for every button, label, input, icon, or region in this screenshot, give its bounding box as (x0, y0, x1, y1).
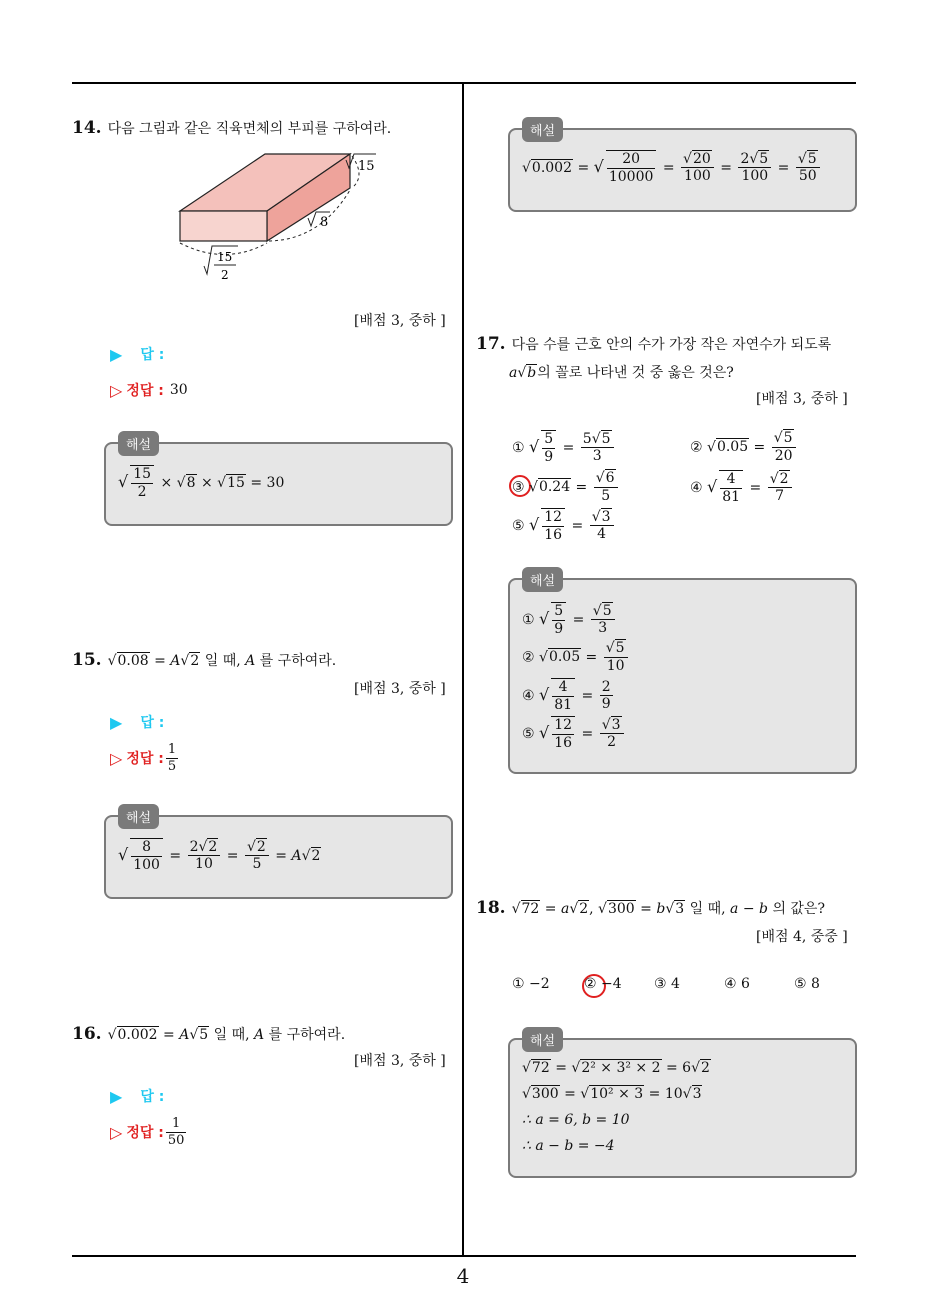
result: = 6 (665, 1060, 692, 1076)
radicand: 2 (579, 901, 589, 917)
equation-part: = A (275, 847, 302, 864)
question-text: 의 값은? (772, 901, 825, 917)
question-number: 15. (72, 650, 102, 670)
play-icon: ▶ (110, 344, 123, 364)
fraction-denominator: 4 (597, 526, 607, 543)
fraction-numerator: 2 (601, 678, 611, 695)
explanation-line-2: √300 = √10² × 3 = 10√3 (522, 1086, 702, 1102)
question-number: 16. (72, 1024, 102, 1044)
cuboid-figure (170, 148, 390, 288)
explanation-math: √ $\frac{8}{100}$ = $\frac{2√2}{10}$ = $\frac{√2}{5}$ = A√2 (118, 838, 321, 873)
radicand: 0.05 (716, 439, 749, 456)
points-label: [배점 3, 중하 ] (354, 1053, 446, 1069)
radicand: 2 (701, 1060, 710, 1076)
choice-5[interactable]: ⑤ 8 (794, 976, 820, 992)
choice-marker: ② (522, 649, 535, 666)
radicand: 72 (521, 901, 540, 917)
question-text: 일 때, (204, 653, 241, 669)
fraction-denominator: 5 (252, 856, 262, 873)
radicand: 5 (602, 602, 612, 619)
variable: A (254, 1027, 265, 1043)
fraction-denominator: 5 (167, 758, 177, 774)
explanation-line-3: ④ √ $\frac{4}{81}$ = $\frac{2}{9}$ (522, 678, 611, 713)
explanation-box (508, 1038, 857, 1178)
choice-3[interactable]: ③ 4 (654, 976, 680, 992)
coefficient: 5 (582, 430, 592, 447)
radicand: 5 (199, 1027, 209, 1043)
answer-row (110, 712, 164, 732)
points-label: [배점 3, 중하 ] (354, 681, 446, 697)
expression: a − b (730, 901, 768, 917)
fraction-denominator: 50 (798, 168, 817, 185)
choice-marker: ③ (512, 479, 525, 496)
variable: A (245, 653, 256, 669)
result: = 10 (648, 1086, 683, 1102)
correct-label: 정답 : (126, 383, 164, 399)
answer-row (110, 344, 164, 364)
radicand: 300 (531, 1086, 559, 1102)
explanation-line-3: ∴ a = 6, b = 10 (522, 1112, 630, 1128)
explanation-line-1: √72 = √2² × 3² × 2 = 6√2 (522, 1060, 710, 1076)
radicand: 2 (779, 470, 789, 487)
question-text: 를 구하여라. (268, 1027, 346, 1043)
answer-label: 답 : (140, 347, 165, 363)
explanation-line-4: ⑤ √ $\frac{12}{16}$ = $\frac{√3}{2}$ (522, 716, 626, 752)
fraction-denominator: 81 (722, 488, 741, 505)
fraction-numerator: 5 (544, 431, 554, 447)
correct-label: 정답 : (126, 751, 164, 768)
answer-label: 답 : (140, 1089, 165, 1105)
fraction-denominator: 10000 (608, 168, 654, 185)
choice-4[interactable]: ④ √ $\frac{4}{81}$ = $\frac{√2}{7}$ (690, 470, 794, 506)
radicand: 5 (759, 150, 769, 167)
radicand: 15 (227, 474, 245, 491)
correct-answer-row (110, 742, 180, 774)
fraction-numerator: 1 (167, 742, 177, 757)
coefficient: 2 (740, 150, 750, 167)
choice-2[interactable]: ② √0.05 = $\frac{√5}{20}$ (690, 430, 798, 465)
radicand: 0.24 (538, 479, 571, 496)
fraction-denominator: 2 (607, 734, 617, 751)
correct-answer-row (110, 380, 188, 400)
equation-part: = b (640, 901, 666, 917)
question-text: 다음 그림과 같은 직육면체의 부피를 구하여라. (107, 121, 392, 137)
explanation-tag: 해설 (118, 804, 159, 829)
fraction-denominator: 7 (775, 488, 785, 505)
radicand: 5 (807, 150, 817, 167)
radicand: 8 (186, 474, 196, 491)
fraction-numerator: 20 (607, 151, 656, 169)
top-rule (72, 82, 856, 84)
explanation-line-4: ∴ a − b = −4 (522, 1138, 615, 1154)
bottom-rule (72, 1255, 856, 1257)
question-text: 일 때, (689, 901, 726, 917)
choice-5[interactable]: ⑤ √ $\frac{12}{16}$ = $\frac{√3}{4}$ (512, 508, 616, 544)
fraction-denominator: 100 (684, 168, 711, 185)
radicand: 300 (607, 901, 635, 917)
choice-1[interactable]: ① √ $\frac{5}{9}$ = $\frac{5√5}{3}$ (512, 430, 616, 466)
radicand: 2 (311, 847, 321, 864)
fraction-denominator: 16 (554, 734, 573, 751)
play-icon: ▶ (110, 712, 123, 732)
fraction-denominator: 100 (741, 168, 769, 185)
correct-value: 30 (169, 382, 188, 398)
radicand: 3 (601, 508, 611, 525)
choice-4[interactable]: ④ 6 (724, 976, 750, 992)
points-label: [배점 3, 중하 ] (354, 313, 446, 329)
width-label-numerator: 15 (217, 250, 233, 264)
fraction-denominator: 100 (133, 856, 160, 873)
radicand: 0.08 (117, 653, 149, 669)
radicand: 3 (692, 1086, 702, 1102)
radicand: 3 (675, 901, 685, 917)
width-label-denominator: 2 (221, 268, 229, 282)
fraction-denominator: 81 (554, 696, 573, 713)
choice-marker: ④ (522, 687, 535, 704)
fraction-denominator: 20 (774, 447, 793, 464)
question-text: 일 때, (213, 1027, 250, 1043)
answer-label: 답 : (140, 715, 165, 731)
fraction-numerator: 4 (720, 471, 742, 489)
choice-3[interactable]: ③ √0.24 = $\frac{√6}{5}$ (512, 470, 620, 505)
explanation-tag: 해설 (522, 117, 563, 142)
choice-marker: ① (522, 611, 535, 628)
fraction-denominator: 16 (544, 526, 563, 543)
explanation-tag: 해설 (522, 567, 563, 592)
explanation-math: √0.002 = √ $\frac{20}{10000}$ = $\frac{√20}{100}$ = $\frac{2√5}{100}$ = $\frac{√5}{50}$ (522, 150, 822, 186)
answer-row (110, 1086, 164, 1106)
radicand: 0.002 (531, 159, 573, 176)
fraction-denominator: 2 (137, 483, 147, 500)
radicand: 0.05 (548, 649, 581, 666)
explanation-math: √ $\frac{15}{2}$ × √8 × √15 = 30 (118, 466, 285, 500)
fraction-denominator: 3 (592, 448, 602, 465)
fraction-numerator: 15 (133, 466, 152, 482)
choice-marker: ① (512, 439, 525, 456)
radicand: 20 (692, 150, 711, 167)
fraction-denominator: 9 (554, 620, 564, 637)
radicand: 3 (611, 716, 621, 733)
radicand: 2² × 3² × 2 (581, 1060, 661, 1076)
triangle-outline-icon: ▷ (110, 748, 123, 768)
fraction-denominator: 9 (601, 696, 611, 713)
equation-part: = A (163, 1027, 190, 1043)
choice-marker: ④ (690, 479, 703, 496)
choice-marker: ⑤ (522, 725, 535, 742)
choice-1[interactable]: ① −2 (512, 976, 550, 992)
question-16: 16. √0.002 = A√5 일 때, A 를 구하여라. (72, 1024, 346, 1044)
radicand: 5 (615, 640, 625, 656)
radicand: 2 (190, 653, 200, 669)
radicand: 2 (208, 838, 218, 855)
fraction-numerator: 1 (166, 1116, 187, 1133)
column-divider (462, 82, 464, 1257)
fraction-denominator: 9 (544, 448, 554, 465)
fraction-denominator: 50 (167, 1132, 185, 1148)
question-text: 를 구하여라. (259, 653, 337, 669)
fraction-numerator: 4 (552, 679, 574, 697)
choice-2[interactable]: ② −4 (584, 976, 622, 992)
question-number: 17. (476, 334, 506, 354)
radicand: 10² × 3 (590, 1086, 644, 1102)
points-label: [배점 3, 중하 ] (756, 391, 848, 407)
page-number: 4 (456, 1264, 470, 1288)
fraction-denominator: 3 (598, 620, 608, 637)
variable: a (509, 365, 518, 381)
result: = 30 (250, 474, 285, 491)
question-number: 18. (476, 898, 506, 918)
fraction-numerator: 12 (544, 509, 563, 525)
choice-marker: ② (690, 439, 703, 456)
fraction-numerator: 12 (554, 717, 573, 733)
question-18: 18. √72 = a√2, √300 = b√3 일 때, a − b 의 값은? (476, 898, 825, 918)
explanation-tag: 해설 (118, 431, 159, 456)
coefficient: 2 (189, 838, 199, 855)
height-label: 15 (358, 159, 375, 174)
radicand: 2 (256, 838, 266, 855)
explanation-line-1: ① √ $\frac{5}{9}$ = $\frac{√5}{3}$ (522, 602, 617, 638)
question-14 (72, 118, 391, 138)
question-text: 다음 수를 근호 안의 수가 가장 작은 자연수가 되도록 (511, 337, 832, 353)
question-17 (476, 334, 831, 354)
explanation-line-2: ② √0.05 = $\frac{√5}{10}$ (522, 640, 630, 675)
radicand: 72 (531, 1060, 550, 1076)
radicand: 5 (601, 430, 611, 447)
equation-part: = a (544, 901, 570, 917)
question-number: 14. (72, 118, 102, 138)
question-15: 15. √0.08 = A√2 일 때, A 를 구하여라. (72, 650, 337, 670)
fraction-numerator: 5 (554, 603, 564, 619)
question-text: 의 꼴로 나타낸 것 중 옳은 것은? (537, 365, 734, 381)
fraction-denominator: 10 (606, 657, 625, 674)
radicand: 6 (605, 470, 615, 486)
choice-marker: ⑤ (512, 517, 525, 534)
fraction-denominator: 10 (195, 856, 213, 873)
depth-label: 8 (320, 215, 329, 230)
correct-label: 정답 : (126, 1125, 164, 1142)
triangle-outline-icon: ▷ (110, 1122, 123, 1142)
play-icon: ▶ (110, 1086, 123, 1106)
points-label: [배점 4, 중중 ] (756, 929, 848, 945)
fraction-denominator: 5 (601, 487, 611, 504)
triangle-outline-icon: ▷ (110, 380, 123, 400)
correct-answer-row (110, 1116, 188, 1148)
question-17-line2: a√b의 꼴로 나타낸 것 중 옳은 것은? (509, 365, 734, 381)
radicand: b (527, 365, 537, 381)
radicand: 5 (783, 430, 793, 446)
explanation-tag: 해설 (522, 1027, 563, 1052)
radicand: 0.002 (117, 1027, 158, 1043)
fraction-numerator: 8 (131, 839, 162, 857)
equation-part: = A (154, 653, 181, 669)
